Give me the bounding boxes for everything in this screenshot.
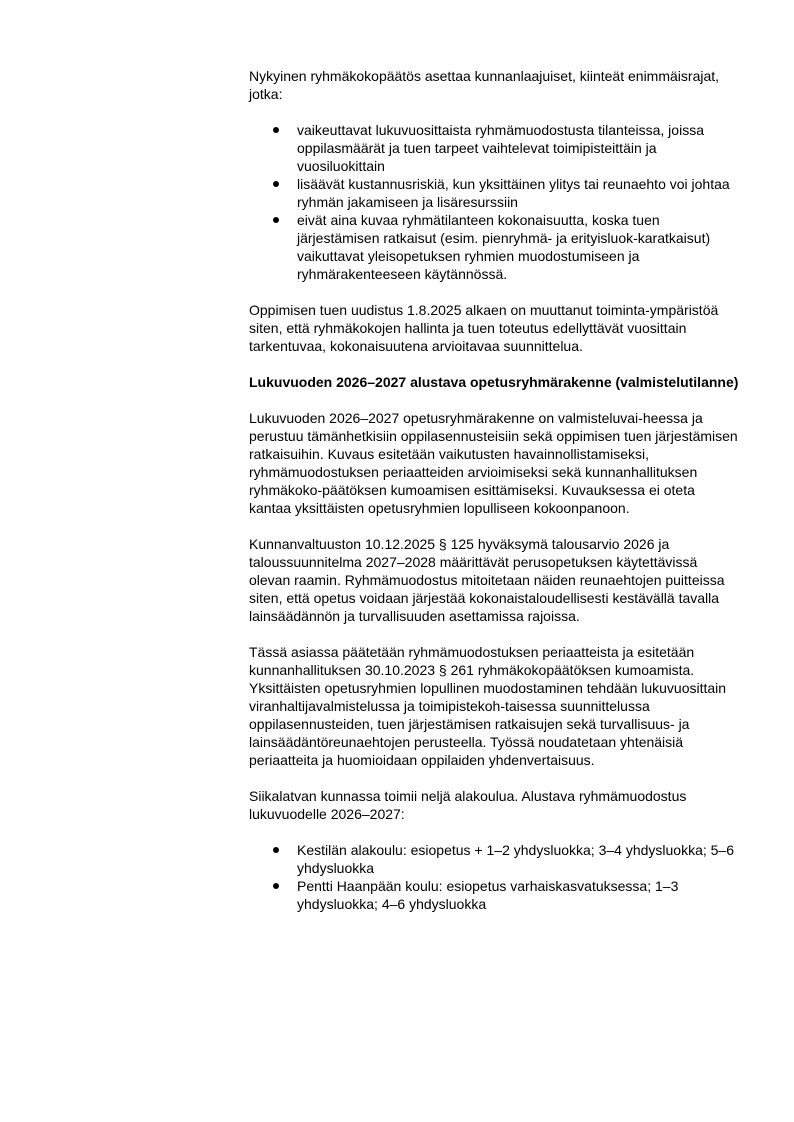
schools-paragraph: Siikalatvan kunnassa toimii neljä alakoulua. Alustava ryhmämuodostus lukuvuodelle 2026–2027: [249,788,687,822]
reform-paragraph: Oppimisen tuen uudistus 1.8.2025 alkaen on muuttanut toiminta-ympäristöä siten, että ryhmäkokojen hallinta ja tuen toteutus edellyttävät vuosittain tarkentuvaa, kokonaisuutena arvioitavaa suunnittelua. [249,302,719,354]
list-item: lisäävät kustannusriskiä, kun yksittäinen ylitys tai reunaehto voi johtaa ryhmän jakamiseen ja lisäresurssiin [249,175,739,211]
structure-paragraph: Lukuvuoden 2026–2027 opetusryhmärakenne on valmisteluvai-heessa ja perustuu tämänhetkisiin oppilasennusteisiin sekä oppimisen tuen järjestämisen ratkaisuihin. Kuvaus esitetään vaikutusten havainnollistamiseksi, ryhmämuodostuksen periaatteiden arvioimiseksi sekä kunnanhallituksen ryhmäkoko-päätöksen kumoamisen esittämiseksi. Kuvauksessa ei oteta kantaa yksittäisten opetusryhmien lopulliseen kokoonpanoon. [249,410,738,516]
bullet-icon [273,127,279,133]
section-heading: Lukuvuoden 2026–2027 alustava opetusryhmärakenne (valmistelutilanne) [249,374,739,390]
list-item: Pentti Haanpään koulu: esiopetus varhaiskasvatuksessa; 1–3 yhdysluokka; 4–6 yhdysluokka [249,877,739,913]
school-bullet-list [249,841,739,913]
decision-paragraph: Tässä asiassa päätetään ryhmämuodostuksen periaatteista ja esitetään kunnanhallituksen 30.10.2023 § 261 ryhmäkokopäätöksen kumoamista. Yksittäisten opetusryhmien lopullinen muodostaminen tehdään lukuvuosittain viranhaltijavalmistelussa ja toimipistekoh-taisessa suunnittelussa oppilasennusteiden, tuen järjestämisen ratkaisujen sekä turvallisuus- ja lainsäädäntöreunaehtojen perusteella. Työssä noudatetaan yhtenäisiä periaatteita ja huomioidaan oppilaiden yhdenvertaisuus. [249,644,727,768]
bullet-icon [273,181,279,187]
intro-paragraph: Nykyinen ryhmäkokopäätös asettaa kunnanlaajuiset, kiinteät enimmäisrajat, jotka: [249,68,720,102]
list-item: vaikeuttavat lukuvuosittaista ryhmämuodostusta tilanteissa, joissa oppilasmäärät ja tuen tarpeet vaihtelevat toimipisteittäin ja vuosiluokittain [249,121,739,175]
bullet-icon [273,217,279,223]
list-item: Kestilän alakoulu: esiopetus + 1–2 yhdysluokka; 3–4 yhdysluokka; 5–6 yhdysluokka [249,841,739,877]
budget-paragraph: Kunnanvaltuuston 10.12.2025 § 125 hyväksymä talousarvio 2026 ja taloussuunnitelma 2027–2028 määrittävät perusopetuksen käytettävissä olevan raamin. Ryhmämuodostus mitoitetaan näiden reunaehtojen puitteissa siten, että opetus voidaan järjestää kokonaistaloudellisesti kestävällä tavalla lainsäädännön ja turvallisuuden asettamissa rajoissa. [249,536,725,624]
bullet-icon [273,847,279,853]
list-item: eivät aina kuvaa ryhmätilanteen kokonaisuutta, koska tuen järjestämisen ratkaisut (esim. pienryhmä- ja erityisluok-karatkaisut) vaikuttavat yleisopetuksen ryhmien muodostumiseen ja ryhmärakenteeseen käytännössä. [249,211,739,283]
document-page [249,67,739,931]
bullet-icon [273,883,279,889]
intro-bullet-list [249,121,739,283]
